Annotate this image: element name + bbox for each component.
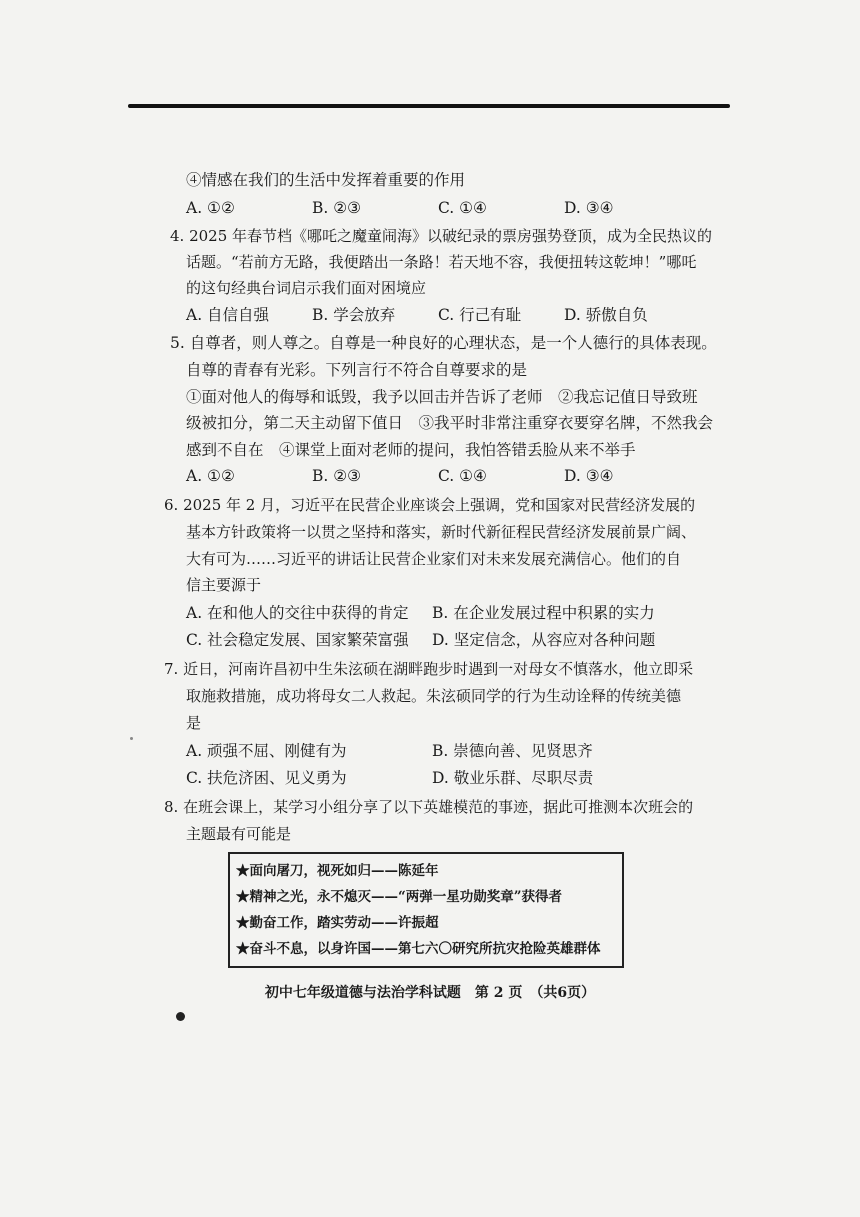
q5-line-1: 5. 自尊者，则人尊之。自尊是一种良好的心理状态，是一个人德行的具体表现。 xyxy=(170,334,717,352)
q3-option-b: B. ②③ xyxy=(312,199,362,217)
q4-option-b: B. 学会放弃 xyxy=(312,306,396,324)
q3-option-d: D. ③④ xyxy=(564,199,614,217)
page-footer: 初中七年级道德与法治学科试题 第 2 页 （共6页） xyxy=(264,985,596,1001)
q5-option-c: C. ①④ xyxy=(438,467,487,485)
hero-examples-box xyxy=(228,852,624,968)
q4-option-a: A. 自信自强 xyxy=(186,306,270,324)
q5-option-b: B. ②③ xyxy=(312,467,362,485)
q7-option-d: D. 敬业乐群、尽职尽责 xyxy=(432,769,594,787)
q3-option-a: A. ①② xyxy=(186,199,235,217)
q3-statement-4: ④情感在我们的生活中发挥着重要的作用 xyxy=(186,171,466,189)
scan-speck-small xyxy=(130,737,133,740)
q6-line-3: 大有可为……习近平的讲话让民营企业家们对未来发展充满信心。他们的自 xyxy=(186,550,682,568)
q5-option-a: A. ①② xyxy=(186,467,235,485)
top-rule xyxy=(128,104,730,108)
q4-line-3: 的这句经典台词启示我们面对困境应 xyxy=(186,279,427,297)
q7-option-a: A. 顽强不屈、刚健有为 xyxy=(186,742,347,760)
q6-option-a: A. 在和他人的交往中获得的肯定 xyxy=(186,604,409,622)
q5-line-3: ①面对他人的侮辱和诋毁，我予以回击并告诉了老师 ②我忘记值日导致班 xyxy=(186,388,698,406)
q7-option-b: B. 崇德向善、见贤思齐 xyxy=(432,742,593,760)
q5-option-d: D. ③④ xyxy=(564,467,614,485)
q4-line-2: 话题。“若前方无路，我便踏出一条路！若天地不容，我便扭转这乾坤！”哪吒 xyxy=(186,253,697,271)
q5-line-4: 级被扣分，第二天主动留下值日 ③我平时非常注重穿衣要穿名牌，不然我会 xyxy=(186,414,714,432)
q3-option-c: C. ①④ xyxy=(438,199,487,217)
q6-option-c: C. 社会稳定发展、国家繁荣富强 xyxy=(186,631,409,649)
q5-line-5: 感到不自在 ④课堂上面对老师的提问，我怕答错丢脸从来不举手 xyxy=(186,441,636,459)
scan-speck xyxy=(176,1012,185,1021)
q4-line-1: 4. 2025 年春节档《哪吒之魔童闹海》以破纪录的票房强势登顶，成为全民热议的 xyxy=(170,227,713,245)
q6-option-d: D. 坚定信念，从容应对各种问题 xyxy=(432,631,656,649)
hero-example-2: ★精神之光，永不熄灭——“两弹一星功勋奖章”获得者 xyxy=(236,889,563,905)
hero-example-1: ★面向屠刀，视死如归——陈延年 xyxy=(236,863,439,879)
q6-option-b: B. 在企业发展过程中积累的实力 xyxy=(432,604,655,622)
q8-line-2: 主题最有可能是 xyxy=(186,825,292,843)
hero-example-3: ★勤奋工作，踏实劳动——许振超 xyxy=(236,915,439,931)
q4-option-c: C. 行己有耻 xyxy=(438,306,522,324)
q7-option-c: C. 扶危济困、见义勇为 xyxy=(186,769,347,787)
hero-example-4: ★奋斗不息，以身许国——第七六〇研究所抗灾抢险英雄群体 xyxy=(236,941,601,957)
q7-line-2: 取施救措施，成功将母女二人救起。朱泫硕同学的行为生动诠释的传统美德 xyxy=(186,687,682,705)
q4-option-d: D. 骄傲自负 xyxy=(564,306,648,324)
q7-line-3: 是 xyxy=(186,714,202,732)
q7-line-1: 7. 近日，河南许昌初中生朱泫硕在湖畔跑步时遇到一对母女不慎落水，他立即采 xyxy=(164,660,694,678)
q6-line-1: 6. 2025 年 2 月，习近平在民营企业座谈会上强调，党和国家对民营经济发展的 xyxy=(164,496,696,514)
q5-line-2: 自尊的青春有光彩。下列言行不符合自尊要求的是 xyxy=(186,361,528,379)
q8-line-1: 8. 在班会课上，某学习小组分享了以下英雄模范的事迹，据此可推测本次班会的 xyxy=(164,798,694,816)
q6-line-2: 基本方针政策将一以贯之坚持和落实，新时代新征程民营经济发展前景广阔、 xyxy=(186,523,697,541)
q6-line-4: 信主要源于 xyxy=(186,576,262,594)
